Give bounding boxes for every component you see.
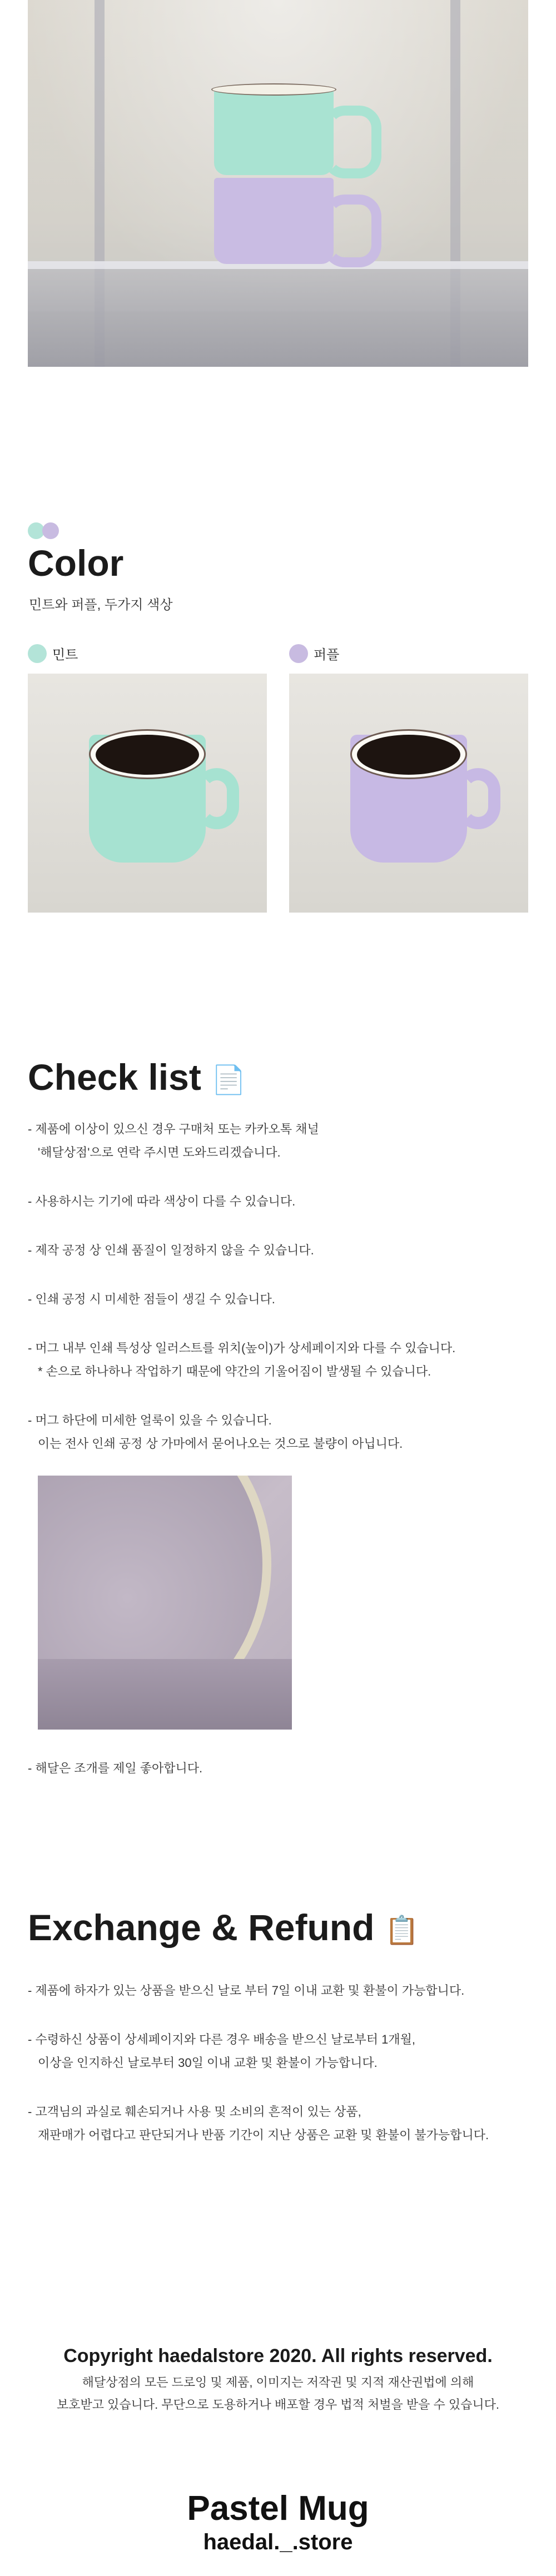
mint-mug — [214, 89, 334, 175]
mint-mug-photo — [28, 674, 267, 913]
refund-item: 재판매가 어렵다고 판단되거나 반품 기간이 지난 상품은 교환 및 환불이 불가능합니다. — [38, 2128, 489, 2142]
color-dots — [28, 522, 59, 539]
refund-item: - 제품에 하자가 있는 상품을 받으신 날로 부터 7일 이내 교환 및 환불이 가능합니다. — [28, 1984, 465, 1997]
legal-notice: 보호받고 있습니다. 무단으로 도용하거나 배포할 경우 법적 처벌을 받을 수 있습니다. — [57, 2398, 499, 2411]
checklist-item: - 해달은 조개를 제일 좋아합니다. — [28, 1761, 203, 1775]
mint-mug-handle — [322, 106, 381, 178]
purple-dot-icon — [42, 522, 59, 539]
swatch-mint — [28, 644, 78, 663]
color-section-description: 민트와 퍼플, 두가지 색상 — [29, 597, 173, 612]
checklist-item: '해달상점'으로 연락 주시면 도와드리겠습니다. — [38, 1145, 281, 1159]
product-name: Pastel Mug — [187, 2489, 369, 2528]
legal-notice: 해달상점의 모든 드로잉 및 제품, 이미지는 저작권 및 지적 재산권법에 의해 — [82, 2375, 474, 2389]
mug-bottom-detail-photo — [38, 1476, 292, 1730]
checklist-title — [28, 1056, 246, 1098]
checklist-item: - 제품에 이상이 있으신 경우 구매처 또는 카카오톡 채널 — [28, 1122, 319, 1136]
mint-swatch-icon — [28, 644, 47, 663]
checklist-item: - 인쇄 공정 시 미세한 점들이 생길 수 있습니다. — [28, 1292, 275, 1306]
refund-item: - 고객님의 과실로 훼손되거나 사용 및 소비의 흔적이 있는 상품, — [28, 2105, 361, 2119]
mint-mug-rim — [211, 83, 336, 96]
purple-mug-photo — [289, 674, 528, 913]
checklist-item: - 사용하시는 기기에 따라 색상이 다를 수 있습니다. — [28, 1194, 296, 1208]
swatch-label: 민트 — [52, 647, 78, 662]
refund-title — [28, 1906, 419, 1949]
checklist-item: 이는 전사 인쇄 공정 상 가마에서 묻어나오는 것으로 불량이 아닙니다. — [38, 1437, 403, 1451]
mug-wall — [38, 1659, 292, 1730]
refund-title-text: Exchange & Refund — [28, 1907, 375, 1948]
clipboard-icon: 📋 — [384, 1915, 420, 1946]
coffee — [357, 735, 460, 775]
purple-swatch-icon — [289, 644, 308, 663]
chair-seat — [28, 261, 528, 367]
copyright-text: Copyright haedalstore 2020. All rights reserved. — [63, 2345, 493, 2366]
purple-cup-handle — [456, 768, 500, 829]
swatch-purple — [289, 644, 339, 663]
checklist-item: - 머그 하단에 미세한 얼룩이 있을 수 있습니다. — [28, 1413, 272, 1427]
checklist-item: - 머그 내부 인쇄 특성상 일러스트를 위치(높이)가 상세페이지와 다를 수 있습니다. — [28, 1341, 456, 1355]
checklist-item: - 제작 공정 상 인쇄 품질이 일정하지 않을 수 있습니다. — [28, 1243, 314, 1257]
swatch-label: 퍼플 — [314, 647, 340, 662]
purple-mug-handle — [322, 195, 381, 267]
refund-item: 이상을 인지하신 날로부터 30일 이내 교환 및 환불이 가능합니다. — [38, 2056, 378, 2070]
store-name: haedal._.store — [203, 2530, 353, 2554]
hero-photo — [28, 0, 528, 367]
purple-mug — [214, 178, 334, 264]
color-section-title: Color — [28, 542, 124, 584]
coffee — [96, 735, 199, 775]
refund-item: - 수령하신 상품이 상세페이지와 다른 경우 배송을 받으신 날로부터 1개월, — [28, 2032, 415, 2046]
checklist-title-text: Check list — [28, 1057, 201, 1098]
checklist-item: * 손으로 하나하나 작업하기 때문에 약간의 기울어짐이 발생될 수 있습니다. — [38, 1364, 431, 1378]
memo-icon: 📄 — [211, 1064, 246, 1096]
mint-cup-handle — [195, 768, 239, 829]
